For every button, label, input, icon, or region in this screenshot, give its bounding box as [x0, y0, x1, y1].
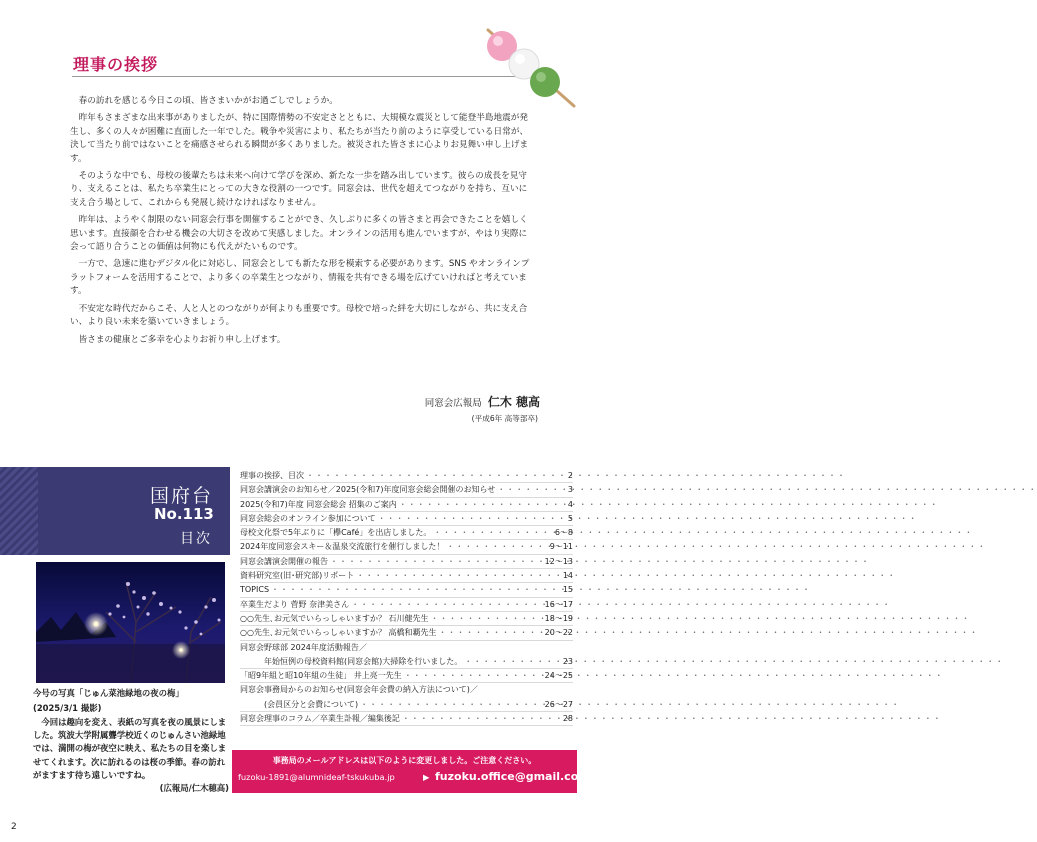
photo-caption-text: 今回は趣向を変え、表紙の写真を夜の風景にしました。筑波大学附属聾学校近くのじゅんさい池緑地では、満開の梅が夜空に映え、私たちの目を楽しませてくれます。次に訪れるのは桜の季節。春の訪れがますます待ち遠しいですね。 (広報局/仁木穂高) [33, 716, 229, 782]
photo-credit: (広報局/仁木穂高) [159, 783, 229, 794]
letter-paragraph: 皆さまの健康とご多幸を心よりお祈り申し上げます。 [78, 334, 286, 345]
signature [425, 393, 540, 410]
toc-item[interactable]: 母校文化祭で5年ぶりに「欅Café」を出店しました。 ・・・・・・・・・・・・・・・・・・・・・・・・・・・・・・・・・・・・・・・・・・・・・・・・・・・・・・・・・・・・ 6～8 [240, 526, 573, 540]
photo-caption-body [33, 716, 229, 795]
toc-item[interactable]: ○○先生､お元気でいらっしゃいますか？ 石川健先生 ・・・・・・・・・・・・・・・・・・・・・・・・・・・・・・・・・・・・・・・・・・・・・・・・・・・・・・・・・・・・ 18～19 [240, 612, 573, 626]
toc-item[interactable]: (会員区分と会費について) ・・・・・・・・・・・・・・・・・・・・・・・・・・・・・・・・・・・・・・・・・・・・・・・・・・・・・・・・・・・・ 26～27 [240, 698, 573, 712]
toc-heading: 目次 [180, 531, 212, 547]
letter-paragraph: 春の訪れを感じる今日この頃、皆さまいかがお過ごしでしょうか。 [78, 96, 338, 106]
table-of-contents [240, 469, 573, 726]
toc-item[interactable]: 2024年度同窓会スキー＆温泉交流旅行を催行しました！ ・・・・・・・・・・・・・・・・・・・・・・・・・・・・・・・・・・・・・・・・・・・・・・・・・・・・・・・・・・・・ 9～11 [240, 540, 573, 554]
banner-stripe [0, 467, 38, 555]
letter-paragraph: 不安定な時代だからこそ、人と人とのつながりが何よりも重要です。母校で培った絆を大切にしながら、共に支え合い、より良い未来を築いていきましょう。 [70, 303, 528, 328]
title-divider [72, 76, 522, 77]
signature-name: 仁木 穂高 [487, 395, 540, 409]
toc-item[interactable]: 同窓会野球部 2024年度活動報告／ [240, 642, 367, 652]
photo-caption-date: (2025/3/1 撮影) [33, 703, 102, 713]
letter-paragraph: 昨年は、ようやく制限のない同窓会行事を開催することができ、久しぶりに多くの皆さまと再会できたことを嬉しく思います。直接顔を合わせる機会の大切さを改めて実感しました。オンラインの活用も進んでいますが、やはり実際に会って語り合うことの価値は何物にも代えがたいものです。 [70, 215, 528, 253]
arrow-right-icon: ▶ [423, 772, 430, 782]
toc-item[interactable]: 同窓会理事のコラム／卒業生訃報／編集後記 ・・・・・・・・・・・・・・・・・・・・・・・・・・・・・・・・・・・・・・・・・・・・・・・・・・・・・・・・・・・・ 28 [240, 712, 573, 726]
toc-item[interactable]: 同窓会講演会開催の報告 ・・・・・・・・・・・・・・・・・・・・・・・・・・・・・・・・・・・・・・・・・・・・・・・・・・・・・・・・・・・・ 12～13 [240, 555, 573, 569]
toc-item[interactable]: 「昭9年組と昭10年組の生徒」 井上亮一先生 ・・・・・・・・・・・・・・・・・・・・・・・・・・・・・・・・・・・・・・・・・・・・・・・・・・・・・・・・・・・・ 24～25 [240, 669, 573, 683]
toc-item[interactable]: 2025(令和7)年度 同窓会総会 招集のご案内 ・・・・・・・・・・・・・・・・・・・・・・・・・・・・・・・・・・・・・・・・・・・・・・・・・・・・・・・・・・・・ 4 [240, 498, 573, 512]
greeting-letter [70, 95, 532, 351]
toc-item[interactable]: 資料研究室(旧･研究部)リポート ・・・・・・・・・・・・・・・・・・・・・・・・・・・・・・・・・・・・・・・・・・・・・・・・・・・・・・・・・・・・ 14 [240, 569, 573, 583]
toc-item[interactable]: 理事の挨拶、目次 ・・・・・・・・・・・・・・・・・・・・・・・・・・・・・・・・・・・・・・・・・・・・・・・・・・・・・・・・・・・・ 2 [240, 469, 573, 483]
letter-paragraph: 一方で、急速に進むデジタル化に対応し、同窓会としても新たな形を模索する必要があります。SNS やオンラインプラットフォームを活用することで、より多くの卒業生とつながり、情報を共有できる場を広げていければと考えています。 [70, 259, 530, 297]
issue-number: No.113 [154, 505, 214, 523]
banner-title: 国府台 [150, 485, 214, 507]
toc-item[interactable]: ○○先生､お元気でいらっしゃいますか？ 高橋和覇先生 ・・・・・・・・・・・・・・・・・・・・・・・・・・・・・・・・・・・・・・・・・・・・・・・・・・・・・・・・・・・・ 20～22 [240, 626, 573, 640]
page-number: 2 [11, 822, 17, 832]
old-email: fuzoku-1891@alumnideaf-tskukuba.jp [238, 772, 395, 782]
letter-paragraph: 昨年もさまざまな出来事がありましたが、特に国際情勢の不安定さとともに、大規模な震災として能登半島地震が発生し、多くの人々が困難に直面した一年でした。戦争や災害により、私たちが当たり前のように享受している日常が、決して当たり前ではないことを痛感させられる瞬間が多くありました。被災された皆さまに心よりお見舞い申し上げます。 [70, 113, 529, 164]
cover-photo [36, 562, 225, 683]
issue-banner [0, 467, 230, 555]
photo-caption-title: 今号の写真「じゅん菜池緑地の夜の梅」 [33, 688, 184, 698]
email-change-notice [232, 750, 590, 793]
new-email-link[interactable]: fuzoku.office@gmail.com [435, 770, 590, 783]
toc-item[interactable]: 同窓会講演会のお知らせ／2025(令和7)年度同窓会総会開催のお知らせ ・・・・・・・・・・・・・・・・・・・・・・・・・・・・・・・・・・・・・・・・・・・・・・・・・・・・・・・・・・・・ 3 [240, 483, 573, 497]
toc-item[interactable]: 年始恒例の母校資料館(同窓会館)大掃除を行いました。 ・・・・・・・・・・・・・・・・・・・・・・・・・・・・・・・・・・・・・・・・・・・・・・・・・・・・・・・・・・・・ 23 [240, 655, 573, 669]
toc-item[interactable]: 同窓会事務局からのお知らせ(同窓会年会費の納入方法について)／ [240, 685, 478, 695]
signature-note: (平成6年 高等部卒) [471, 414, 538, 423]
toc-item[interactable]: 卒業生だより 菅野 奈津美さん ・・・・・・・・・・・・・・・・・・・・・・・・・・・・・・・・・・・・・・・・・・・・・・・・・・・・・・・・・・・・ 16～17 [240, 598, 573, 612]
email-notice-text: 事務局のメールアドレスは以下のように変更しました。ご注意ください。 [272, 756, 537, 765]
toc-item[interactable]: 同窓会総会のオンライン参加について ・・・・・・・・・・・・・・・・・・・・・・・・・・・・・・・・・・・・・・・・・・・・・・・・・・・・・・・・・・・・ 5 [240, 512, 573, 526]
page-title: 理事の挨拶 [73, 55, 159, 74]
signature-role: 同窓会広報局 [424, 398, 482, 409]
letter-paragraph: そのような中でも、母校の後輩たちは未来へ向けて学びを深め、新たな一歩を踏み出しています。彼らの成長を見守り、支えることは、私たち卒業生にとっての大きな役割の一つです。同窓会は、世代を超えてつながりを持ち、互いに支え合う場として、これからも発展し続けなければなりません。 [70, 171, 528, 208]
toc-item[interactable]: TOPICS ・・・・・・・・・・・・・・・・・・・・・・・・・・・・・・・・・・・・・・・・・・・・・・・・・・・・・・・・・・・・ 15 [240, 583, 573, 597]
